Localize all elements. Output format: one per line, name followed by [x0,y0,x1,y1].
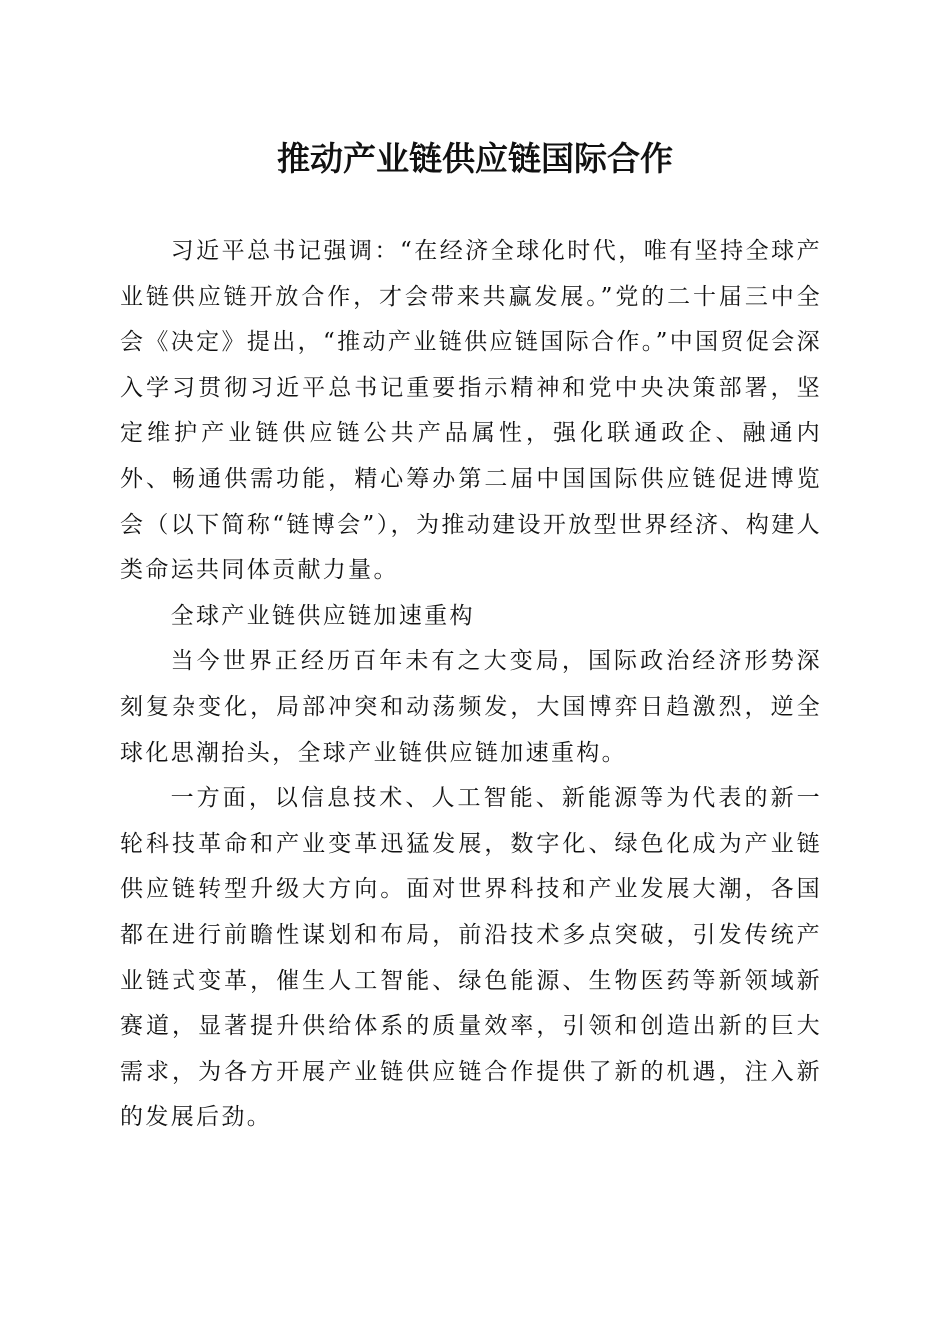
paragraph-intro: 习近平总书记强调：“在经济全球化时代，唯有坚持全球产业链供应链开放合作，才会带来共赢发展。”党的二十届三中全会《决定》提出，“推动产业链供应链国际合作。”中国贸促会深入学习贯彻习近平总书记重要指示精神和党中央决策部署，坚定维护产业链供应链公共产品属性，强化联通政企、融通内外、畅通供需功能，精心筹办第二届中国国际供应链促进博览会（以下简称“链博会”），为推动建设开放型世界经济、构建人类命运共同体贡献力量。 [120,238,822,584]
document-title: 推动产业链供应链国际合作 [277,139,673,178]
paragraph-context: 当今世界正经历百年未有之大变局，国际政治经济形势深刻复杂变化，局部冲突和动荡频发，大国博弈日趋激烈，逆全球化思潮抬头，全球产业链供应链加速重构。 [120,648,822,766]
paragraph-technology: 一方面，以信息技术、人工智能、新能源等为代表的新一轮科技革命和产业变革迅猛发展，数字化、绿色化成为产业链供应链转型升级大方向。面对世界科技和产业发展大潮，各国都在进行前瞻性谋划和布局，前沿技术多点突破，引发传统产业链式变革，催生人工智能、绿色能源、生物医药等新领域新赛道，显著提升供给体系的质量效率，引领和创造出新的巨大需求，为各方开展产业链供应链合作提供了新的机遇，注入新的发展后劲。 [120,785,822,1131]
document-body [120,229,822,1141]
section-heading: 全球产业链供应链加速重构 [170,602,475,629]
